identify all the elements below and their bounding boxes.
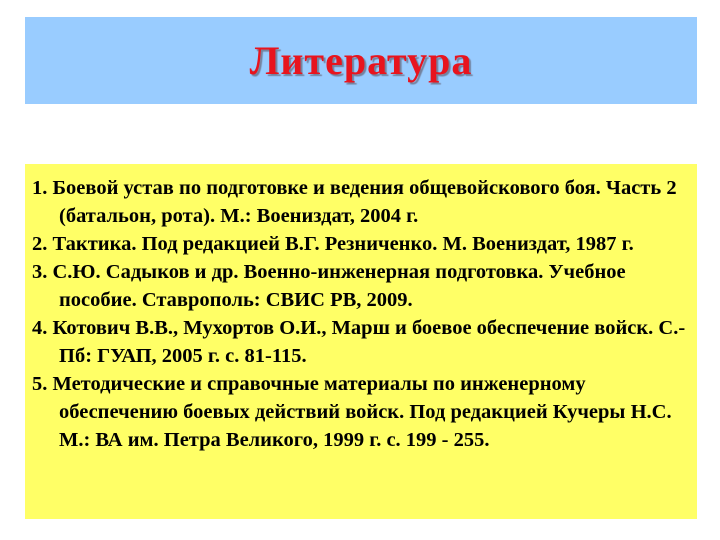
reference-item-1: 1. Боевой устав по подготовке и ведения общевойскового боя. Часть 2 (батальон, рота). М.: Воениздат, 2004 г. — [32, 177, 677, 227]
reference-item-2: 2. Тактика. Под редакцией В.Г. Резниченко. М. Воениздат, 1987 г. — [32, 233, 634, 255]
references-box — [25, 164, 697, 519]
references-list — [32, 174, 697, 454]
slide-title: Литература — [249, 37, 473, 83]
reference-item-5: 5. Методические и справочные материалы по инженерному обеспечению боевых действий войск. Под редакцией Кучеры Н.С. М.: ВА им. Петра Великого, 1999 г. с. 199 - 255. — [32, 373, 672, 451]
title-band — [25, 17, 697, 104]
reference-item-4: 4. Котович В.В., Мухортов О.И., Марш и боевое обеспечение войск. С.-Пб: ГУАП, 2005 г. с. 81-115. — [32, 317, 686, 367]
reference-item-3: 3. С.Ю. Садыков и др. Военно-инженерная подготовка. Учебное пособие. Ставрополь: СВИС РВ, 2009. — [32, 261, 626, 311]
